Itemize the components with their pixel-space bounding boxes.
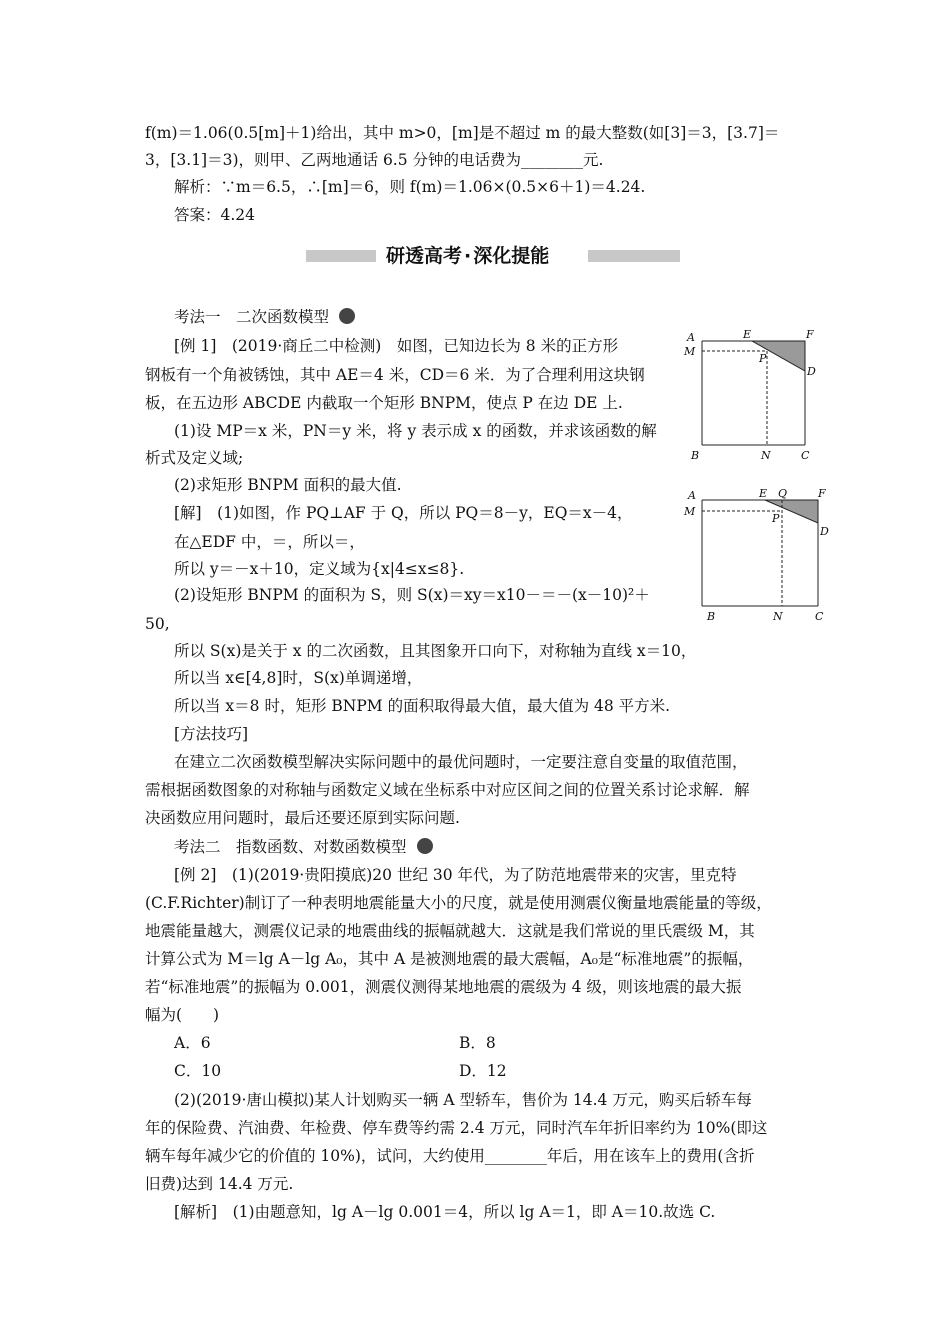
method-tips-title: [方法技巧] <box>174 725 249 743</box>
example1-question2: (2)求矩形 BNPM 面积的最大值. <box>174 476 402 494</box>
solution1-line-2: 在△EDF 中，＝，所以＝， <box>174 533 365 551</box>
label-a: A <box>688 489 696 502</box>
method1-heading-text: 考法一 二次函数模型 <box>174 308 330 326</box>
label-c: C <box>815 610 824 623</box>
label-d: D <box>820 525 829 538</box>
banner-separator: · <box>464 245 472 267</box>
option-c: C．10 <box>174 1062 222 1080</box>
label-d: D <box>807 365 816 378</box>
solution1-line-6: 所以 S(x)是关于 x 的二次函数，且其图象开口向下，对称轴为直线 x＝10， <box>174 642 697 660</box>
label-b: B <box>691 449 700 462</box>
example2-line-2: (C.F.Richter)制订了一种表明地震能量大小的尺度，就是使用测震仪衡量地震能量的等级， <box>145 894 772 912</box>
method-tips-line-1: 在建立二次函数模型解决实际问题中的最优问题时，一定要注意自变量的取值范围， <box>174 753 748 771</box>
solution1-line-5: 50, <box>145 615 170 633</box>
intro-line-2: 3，[3.1]＝3)，则甲、乙两地通话 6.5 分钟的电话费为________元. <box>145 151 604 169</box>
example2-line-1: [例 2] (1)(2019·贵阳摸底)20 世纪 30 年代，为了防范地震带来的灾害，里克特 <box>174 866 737 884</box>
example2-line-3: 地震能量越大，测震仪记录的地震曲线的振幅就越大．这就是我们常说的里氏震级 M，其 <box>145 922 755 940</box>
label-b: B <box>707 610 716 623</box>
label-p: P <box>772 512 780 525</box>
example1-line-2: 钢板有一个角被锈蚀，其中 AE＝4 米，CD＝6 米．为了合理利用这块钢 <box>145 366 645 384</box>
intro-analysis: 解析：∵m＝6.5，∴[m]＝6，则 f(m)＝1.06×(0.5×6＋1)＝4.24. <box>174 178 646 196</box>
filled-circle-icon <box>339 308 355 324</box>
label-p: P <box>759 352 767 365</box>
label-m: M <box>684 345 696 358</box>
label-q: Q <box>778 487 788 500</box>
label-e: E <box>759 487 768 500</box>
example1-question1-line-2: 析式及定义域; <box>145 449 244 467</box>
label-e: E <box>743 328 752 341</box>
label-a: A <box>687 331 695 344</box>
method2-heading <box>174 836 433 858</box>
solution1-line-4: (2)设矩形 BNPM 的面积为 S，则 S(x)＝xy＝x10－＝－(x－10)²＋ <box>174 586 650 604</box>
problem2-line-4: 旧费)达到 14.4 万元. <box>145 1175 294 1193</box>
example2-line-5: 若“标准地震”的振幅为 0.001，测震仪测得某地地震的震级为 4 级，则该地震的最大振 <box>145 978 742 996</box>
option-d: D．12 <box>459 1062 507 1080</box>
example1-question1-line-1: (1)设 MP＝x 米，PN＝y 米，将 y 表示成 x 的函数，并求该函数的解 <box>174 422 657 440</box>
analysis2: [解析] (1)由题意知，lg A－lg 0.001＝4，所以 lg A＝1，即 A＝10.故选 C. <box>174 1203 716 1221</box>
filled-circle-icon <box>417 838 433 854</box>
problem2-line-2: 年的保险费、汽油费、年检费、停车费等约需 2.4 万元，同时汽车年折旧率约为 10%(即这 <box>145 1119 768 1137</box>
example2-line-4: 计算公式为 M＝lg A－lg A₀，其中 A 是被测地震的最大震幅，A₀是“标准地震”的振幅， <box>145 950 754 968</box>
method-tips-line-3: 决函数应用问题时，最后还要还原到实际问题. <box>145 809 460 827</box>
intro-answer: 答案：4.24 <box>174 206 256 224</box>
banner-left-text: 研透高考 <box>386 245 463 267</box>
label-f: F <box>818 487 826 500</box>
option-b: B．8 <box>459 1034 496 1052</box>
banner-bar-right <box>588 250 680 262</box>
method1-heading <box>174 306 355 328</box>
option-a: A．6 <box>174 1034 211 1052</box>
solution1-line-7: 所以当 x∈[4,8]时，S(x)单调递增， <box>174 669 423 687</box>
label-m: M <box>684 505 696 518</box>
example2-line-6: 幅为( ) <box>145 1006 220 1024</box>
figure-2-square-plate <box>680 482 830 624</box>
example1-line-1: [例 1] (2019·商丘二中检测) 如图，已知边长为 8 米的正方形 <box>174 337 619 355</box>
label-n: N <box>773 610 783 623</box>
section-banner <box>386 243 549 269</box>
banner-bar-left <box>306 250 376 262</box>
example1-line-3: 板，在五边形 ABCDE 内截取一个矩形 BNPM，使点 P 在边 DE 上. <box>145 394 623 412</box>
label-c: C <box>801 449 810 462</box>
problem2-line-3: 辆车每年减少它的价值的 10%)，试问，大约使用________年后，用在该车上的费用(含折 <box>145 1147 755 1165</box>
solution1-line-1: [解] (1)如图，作 PQ⊥AF 于 Q，所以 PQ＝8－y，EQ＝x－4， <box>174 504 633 522</box>
label-f: F <box>806 328 814 341</box>
solution1-line-8: 所以当 x＝8 时，矩形 BNPM 的面积取得最大值，最大值为 48 平方米. <box>174 697 671 715</box>
method2-heading-text: 考法二 指数函数、对数函数模型 <box>174 838 407 856</box>
figure-1-square-plate <box>680 322 825 464</box>
banner-right-text: 深化提能 <box>473 245 550 267</box>
solution1-line-3: 所以 y＝－x＋10，定义域为{x|4≤x≤8}. <box>174 560 465 578</box>
problem2-line-1: (2)(2019·唐山模拟)某人计划购买一辆 A 型轿车，售价为 14.4 万元，购买后轿车每 <box>174 1091 752 1109</box>
intro-line-1: f(m)＝1.06(0.5[m]＋1)给出，其中 m>0，[m]是不超过 m 的最大整数(如[3]＝3，[3.7]＝ <box>145 124 780 142</box>
method-tips-line-2: 需根据函数图象的对称轴与函数定义域在坐标系中对应区间之间的位置关系讨论求解．解 <box>145 781 750 799</box>
label-n: N <box>761 449 771 462</box>
